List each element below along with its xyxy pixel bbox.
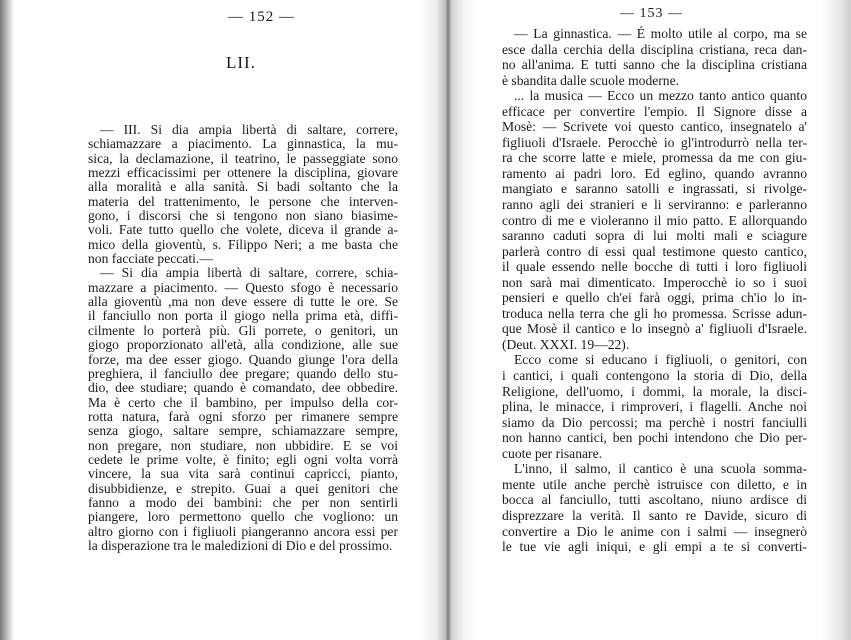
text-line: alla moralità e alla sanità. Si badi soltanto che la (88, 180, 398, 195)
text-line: materia del trattenimento, le persone che interven- (88, 194, 398, 209)
right-page-number: — 153 — (620, 6, 683, 21)
text-line: contro di me e violeranno il mio patto. E allorquando (502, 212, 807, 228)
text-line: piangere, loro permettono quello che vogliono: un (88, 510, 398, 525)
text-line: siamo da Dio percossi; ma perchè i nostri fanciulli (502, 414, 807, 430)
text-line: non hanno cantici, ben pochi intendono che Dio per- (502, 430, 807, 446)
text-line: convertire a Dio le anime con i salmi — insegnerò (502, 523, 807, 539)
text-line: Ma è certo che il bambino, per impulso della cor- (88, 395, 398, 410)
text-line: la disperazione tra le maledizioni di Dio e del prossimo. (88, 538, 393, 553)
text-line: voli. Fate tutto quello che volete, diceva il grande a- (88, 223, 398, 238)
text-line: mazzare a piacimento. — Questo sfogo è necessario (88, 280, 398, 295)
right-page-text (502, 26, 807, 555)
text-line: schiamazzare a piacimento. La ginnastica, la mu- (88, 137, 398, 152)
text-line: ramento ai padri loro. Ed eglino, quando avranno (502, 165, 807, 181)
book-gutter (418, 0, 478, 640)
text-line: que Mosè il cantico e lo insegnò a' figliuoli d'Israele. (502, 321, 807, 337)
text-line: fanno a modo dei bambini: che per non sentirli (88, 495, 398, 510)
text-line: pensieri e quello ch'ei farà oggi, prima ch'io lo in- (502, 290, 807, 306)
text-line: il quale essendo nelle bocche di tutti i loro figliuoli (502, 259, 807, 275)
text-line: bocca al fanciullo, tutti ascoltano, niuno ardisce di (502, 492, 807, 508)
text-line: disubbidienze, e strepito. Guai a quei genitori che (88, 481, 398, 496)
text-line: (Deut. XXXI. 19—22). (502, 336, 630, 352)
text-line: vincere, la sua vita sarà continui capricci, pianto, (88, 467, 398, 482)
text-line: non pregare, non studiare, non ubbidire. E se voi (88, 438, 398, 453)
text-line: no all'anima. E tutti sanno che la disciplina cristiana (502, 57, 807, 73)
left-page-text (88, 123, 398, 553)
left-page-number: — 152 — (228, 9, 295, 25)
page-edge-left (0, 0, 14, 640)
text-line: forze, ma dee esser giogo. Quando giunge l'ora della (88, 352, 398, 367)
text-line: troduca nella terra che gli ho promessa. Scrisse adun- (502, 305, 807, 321)
text-line: L'inno, il salmo, il cantico è una scuola somma- (514, 461, 807, 477)
text-line: — Si dia ampia libertà di saltare, correre, schia- (100, 266, 398, 281)
text-line: Religione, dell'uomo, i dommi, la morale, la disci- (502, 383, 807, 399)
text-line: plina, le minacce, i rimproveri, i flagelli. Anche noi (502, 399, 807, 415)
text-line: preghiera, il fanciullo dee pregare; quando dello stu- (88, 366, 398, 381)
text-line: sica, la declamazione, il teatrino, le passeggiate sono (88, 151, 398, 166)
text-line: parlerà contro di essi qual testimone questo cantico, (502, 243, 807, 259)
text-line: non sarà mai dimenticato. Imperocchè io so i suoi (502, 274, 807, 290)
text-line: — III. Si dia ampia libertà di saltare, correre, (100, 123, 398, 137)
text-line: cedete le prime volte, è finito; egli ogni volta vorrà (88, 452, 398, 467)
text-line: — La ginnastica. — É molto utile al corpo, ma se (514, 26, 807, 41)
text-line: dio, dee studiare; quando è comandato, dee obbedire. (88, 381, 398, 396)
text-line: mangiato e saranno satolli e ingrassati, si rivolge- (502, 181, 807, 197)
page-edge-right (821, 0, 851, 640)
text-line: giogo proporzionato all'età, alla condizione, alle sue (88, 338, 398, 353)
text-line: altro giorno con i figliuoli piangeranno ancora essi per (88, 524, 398, 539)
text-line: non facciate peccati.— (88, 252, 213, 267)
text-line: rotta natura, farà ogni sforzo per rimanere sempre (88, 409, 398, 424)
text-line: senza giogo, saltare sempre, schiamazzare sempre, (88, 424, 398, 439)
text-line: i cantici, i quali contengono la storia di Dio, della (502, 368, 807, 384)
text-line: disprezzare la verità. Il santo re Davide, sicuro di (502, 507, 807, 523)
text-line: mezzi efficacissimi per ottenere la disciplina, giovare (88, 166, 398, 181)
text-line: cuote per risanare. (502, 445, 603, 461)
text-line: ra che scorre latte e miele, promessa da me con giu- (502, 150, 807, 166)
text-line: alla gioventù ,ma non deve essere di tutte le ore. Se (88, 295, 398, 310)
text-line: efficace per convertire l'empio. Il Signore disse a (502, 103, 807, 119)
text-line: figliuoli d'Israele. Perocchè io gl'introdurrò nella ter- (502, 134, 807, 150)
text-line: ... la musica — Ecco un mezzo tanto antico quanto (514, 88, 807, 104)
text-line: esce dalla cerchia della disciplina cristiana, reca dan- (502, 41, 807, 57)
text-line: ranno agli dei stranieri e li serviranno: e parleranno (502, 197, 807, 213)
text-line: cilmente lo porterà più. Gli porrete, o genitori, un (88, 323, 398, 338)
text-line: le tue vie agli iniqui, e gli empi a te si converti- (502, 539, 807, 555)
text-line: mente utile anche perchè istruisce con diletto, e in (502, 476, 807, 492)
text-line: mico della gioventù, s. Filippo Neri; a me basta che (88, 237, 398, 252)
text-line: il fanciullo non porta il giogo nella prima età, diffi- (88, 309, 398, 324)
text-line: gono, i discorsi che si tengono non siano biasime- (88, 209, 398, 224)
text-line: è sbandita dalle scuole moderne. (502, 72, 680, 88)
text-line: Mosè: — Scrivete voi questo cantico, insegnatelo a' (502, 119, 807, 135)
text-line: Ecco come si educano i figliuoli, o genitori, con (514, 352, 807, 368)
text-line: saranno caduti sopra di lui molti mali e sciagure (502, 228, 807, 244)
chapter-heading: LII. (226, 53, 256, 72)
